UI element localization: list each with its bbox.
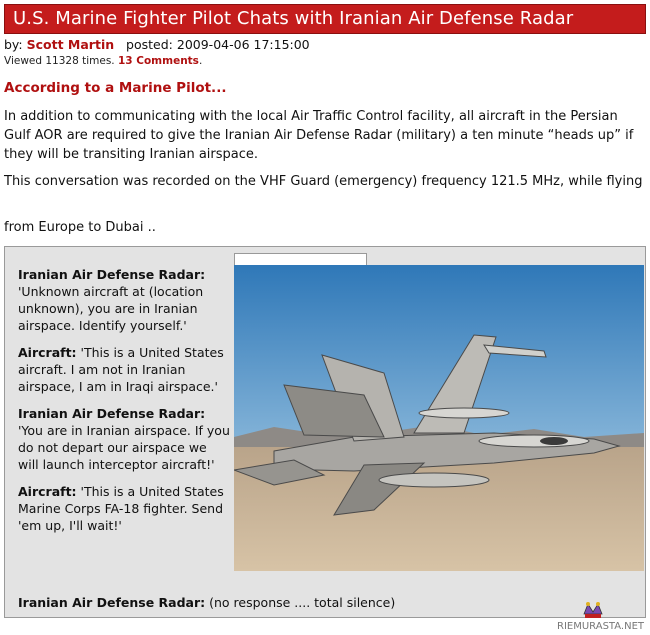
speaker-label: Aircraft: xyxy=(18,345,77,360)
line-text: 'This is a United States Marine Corps FA-18 fighter. Send 'em up, I'll wait!' xyxy=(18,484,224,533)
line-text: 'Unknown aircraft at (location unknown), you are in Iranian airspace. Identify yourself.' xyxy=(18,284,204,333)
title-bar xyxy=(4,4,646,34)
speaker-label: Iranian Air Defense Radar: xyxy=(18,406,206,421)
author-link[interactable]: Scott Martin xyxy=(26,37,115,52)
jester-logo-icon xyxy=(582,600,604,620)
article-title[interactable]: U.S. Marine Fighter Pilot Chats with Iranian Air Defense Radar xyxy=(13,8,574,29)
route-paragraph: from Europe to Dubai .. xyxy=(4,220,156,235)
site-watermark: RIEMURASTA.NET xyxy=(557,621,644,632)
conversation-line xyxy=(18,483,230,534)
line-text: (no response .... total silence) xyxy=(209,595,396,610)
line-text: 'You are in Iranian airspace. If you do not depart our airspace we will launch interceptor aircraft!' xyxy=(18,423,230,472)
fighter-jet-photo xyxy=(234,265,644,571)
final-conversation-line xyxy=(18,595,395,610)
frequency-paragraph: This conversation was recorded on the VHF Guard (emergency) frequency 121.5 MHz, while flying xyxy=(4,174,643,189)
conversation-line xyxy=(18,266,230,334)
posted-label: posted: xyxy=(126,37,173,52)
intro-paragraph: In addition to communicating with the local Air Traffic Control facility, all aircraft in the Persian Gulf AOR are required to give the Iranian Air Defense Radar (military) a ten minute “heads up” if they will be transiting Iranian airspace. xyxy=(4,109,634,162)
byline xyxy=(4,37,310,52)
conversation-line xyxy=(18,344,230,395)
speaker-label: Iranian Air Defense Radar: xyxy=(18,595,206,610)
conversation-transcript xyxy=(18,266,230,544)
speaker-label: Aircraft: xyxy=(18,484,77,499)
posted-date: 2009-04-06 17:15:00 xyxy=(176,37,310,52)
view-stats xyxy=(4,55,202,67)
conversation-line xyxy=(18,405,230,473)
comments-period: . xyxy=(198,55,203,67)
comments-link[interactable]: 13 Comments xyxy=(118,55,199,67)
section-heading: According to a Marine Pilot... xyxy=(4,80,227,96)
speaker-label: Iranian Air Defense Radar: xyxy=(18,267,206,282)
by-label: by: xyxy=(4,37,23,52)
conversation-box xyxy=(4,246,646,618)
line-text: 'This is a United States aircraft. I am not in Iranian airspace, I am in Iraqi airspace.' xyxy=(18,345,224,394)
view-count: Viewed 11328 times. xyxy=(4,55,115,67)
